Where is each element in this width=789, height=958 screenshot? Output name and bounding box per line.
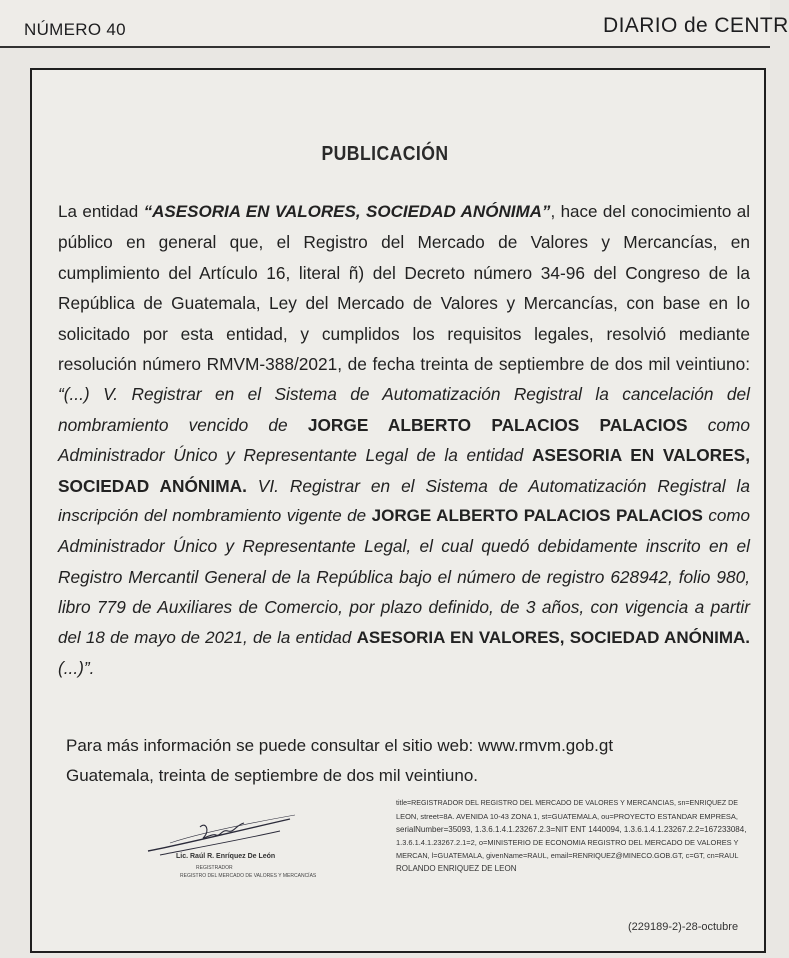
body-line-9: Administrador Único y Representante Legal de la entidad ASESORIA EN VALORES, <box>58 445 750 466</box>
entity-name-3: SOCIEDAD ANÓNIMA. <box>58 475 247 496</box>
entity-name: “ASESORIA EN VALORES, SOCIEDAD ANÓNIMA” <box>143 202 551 221</box>
body-line-1: La entidad “ASESORIA EN VALORES, SOCIEDAD ANÓNIMA”, hace del conocimiento al <box>58 202 750 221</box>
issue-number: NÚMERO 40 <box>24 20 126 39</box>
signer-name: Lic. Raúl R. Enríquez De León <box>176 853 276 860</box>
header-rule <box>0 46 770 48</box>
body-line-11: inscripción del nombramiento vigente de JORGE ALBERTO PALACIOS PALACIOS como <box>58 506 750 526</box>
body-line-13: Registro Mercantil General de la República bajo el número de registro 628942, folio 980, <box>58 566 750 587</box>
body-line-8: nombramiento vencido de JORGE ALBERTO PALACIOS PALACIOS como <box>58 414 751 435</box>
cert-line-4: 1.3.6.1.4.1.23267.2.1=2, o=MINISTERIO DE ECONOMIA REGISTRO DEL MERCADO DE VALORES Y <box>396 838 739 847</box>
cert-line-6: ROLANDO ENRIQUEZ DE LEON <box>396 864 517 873</box>
body-line-2: público en general que, el Registro del Mercado de Valores y Mercancías, en <box>58 232 750 253</box>
entity-name-4: ASESORIA EN VALORES, SOCIEDAD ANÓNIMA. <box>356 627 750 647</box>
cert-line-2: LEON, street=8A. AVENIDA 10-43 ZONA 1, st=GUATEMALA, ou=PROYECTO ESTANDAR EMPRESA, <box>396 812 738 821</box>
body-line-10: SOCIEDAD ANÓNIMA. VI. Registrar en el Sistema de Automatización Registral la <box>58 475 750 496</box>
body-line-7: “(...) V. Registrar en el Sistema de Automatización Registral la cancelación del <box>58 384 750 405</box>
newspaper-header <box>0 0 789 48</box>
body-line-16: (...)”. <box>58 658 95 679</box>
body-line-3: cumplimiento del Artículo 16, literal ñ) del Decreto número 34-96 del Congreso de la <box>58 262 750 283</box>
publication-body <box>58 197 750 684</box>
publication-reference: (229189-2)-28-octubre <box>628 921 739 933</box>
body-line-6: resolución número RMVM-388/2021, de fecha treinta de septiembre de dos mil veintiuno: <box>58 354 750 375</box>
signature-image <box>140 805 300 895</box>
cert-line-5: MERCAN, l=GUATEMALA, givenName=RAUL, email=RENRIQUEZ@MINECO.GOB.GT, c=GT, cn=RAUL <box>396 851 739 860</box>
body-line-15: del 18 de mayo de 2021, de la entidad ASESORIA EN VALORES, SOCIEDAD ANÓNIMA. <box>58 627 750 647</box>
body-line-14: libro 779 de Auxiliares de Comercio, por plazo definido, de 3 años, con vigencia a partir <box>58 597 750 618</box>
body-line-12: Administrador Único y Representante Legal, el cual quedó debidamente inscrito en el <box>58 536 750 557</box>
cert-line-1: title=REGISTRADOR DEL REGISTRO DEL MERCADO DE VALORES Y MERCANCIAS, sn=ENRIQUEZ DE <box>396 799 739 807</box>
newspaper-name: DIARIO de CENTR <box>603 14 789 37</box>
person-name: JORGE ALBERTO PALACIOS PALACIOS <box>307 414 688 435</box>
info-block <box>66 731 706 791</box>
body-line-5: solicitado por esta entidad, y cumplidos los requisitos legales, resolvió mediante <box>58 323 750 344</box>
cert-line-3: serialNumber=35093, 1.3.6.1.4.1.23267.2.3=NIT ENT 1440094, 1.3.6.1.4.1.23267.2.2=167233084, <box>396 825 747 834</box>
signer-role: REGISTRADOR <box>196 865 233 871</box>
website-note: Para más información se puede consultar el sitio web: www.rmvm.gob.gt <box>66 736 614 755</box>
body-line-4: República de Guatemala, Ley del Mercado de Valores y Mercancías, con base en lo <box>58 293 750 314</box>
digital-certificate <box>396 797 746 875</box>
date-line: Guatemala, treinta de septiembre de dos mil veintiuno. <box>66 766 479 785</box>
person-name-2: JORGE ALBERTO PALACIOS PALACIOS <box>371 506 703 526</box>
signer-dept: REGISTRO DEL MERCADO DE VALORES Y MERCANCÍAS <box>180 873 317 879</box>
entity-name-2: ASESORIA EN VALORES, <box>531 445 750 466</box>
publication-title: PUBLICACIÓN <box>321 143 449 165</box>
